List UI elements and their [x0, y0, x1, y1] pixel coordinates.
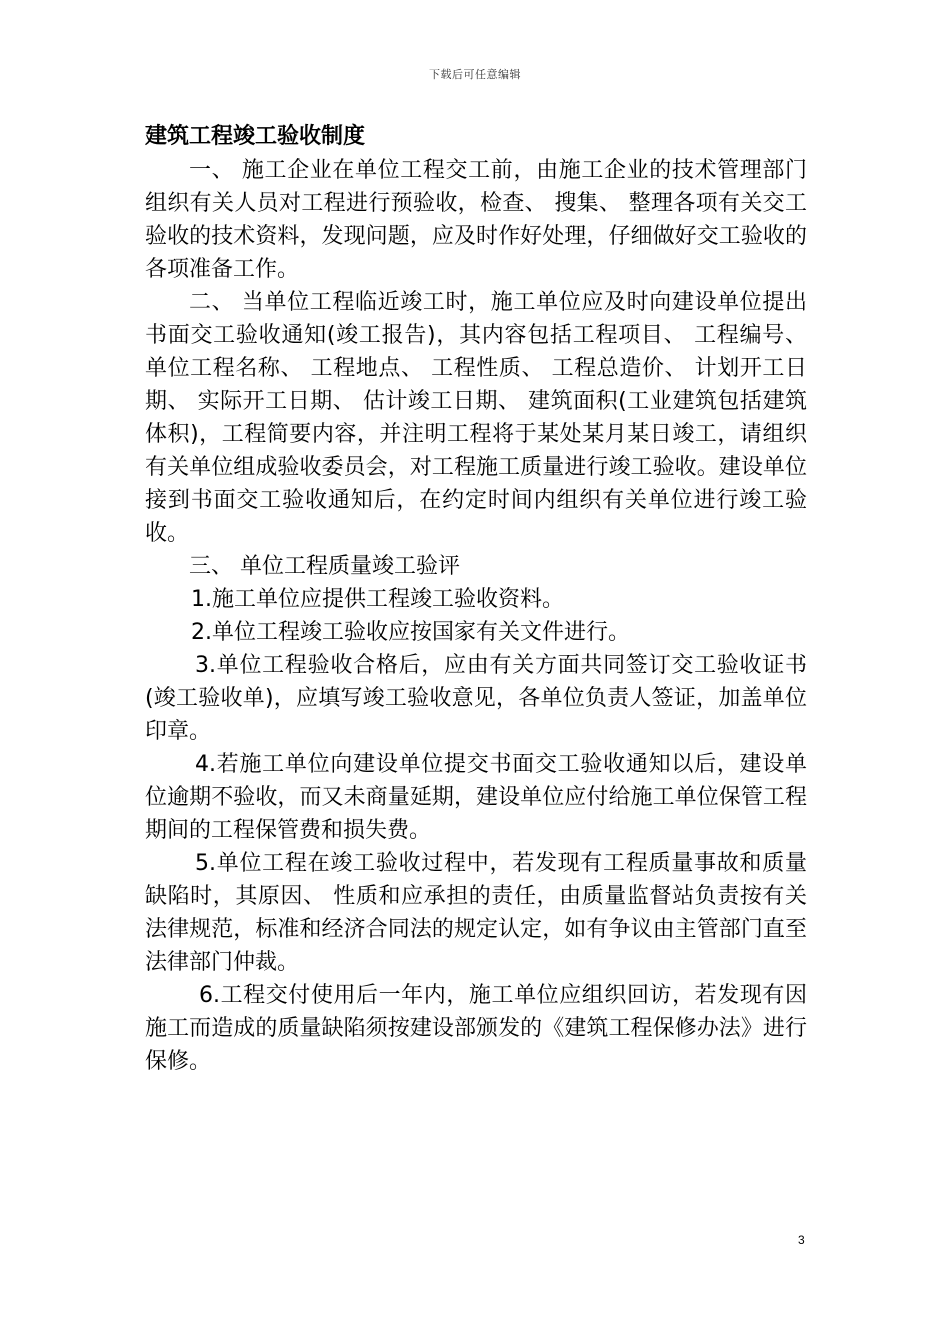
page-number: 3: [798, 1233, 805, 1247]
document-body: [145, 120, 807, 1078]
document-title: 建筑工程竣工验收制度: [145, 124, 366, 149]
paragraph-1: 一、 施工企业在单位工程交工前，由施工企业的技术管理部门组织有关人员对工程进行预验收，检查、 搜集、 整理各项有关交工验收的技术资料，发现问题，应及时作好处理，仔细做好交工验收的各项准备工作。: [145, 158, 807, 282]
list-item-4: 4.若施工单位向建设单位提交书面交工验收通知以后，建设单位逾期不验收，而又未商量延期，建设单位应付给施工单位保管工程期间的工程保管费和损失费。: [145, 752, 807, 843]
list-item-3: 3.单位工程验收合格后，应由有关方面共同签订交工验收证书(竣工验收单)，应填写竣工验收意见，各单位负责人签证，加盖单位印章。: [145, 653, 807, 744]
header-note: 下载后可任意编辑: [429, 68, 521, 81]
list-item-2: 2.单位工程竣工验收应按国家有关文件进行。: [191, 620, 630, 645]
paragraph-2: 二、 当单位工程临近竣工时，施工单位应及时向建设单位提出书面交工验收通知(竣工报告)，其内容包括工程项目、 工程编号、 单位工程名称、 工程地点、 工程性质、 工程总造价、 计划开工日期、 实际开工日期、 估计竣工日期、 建筑面积(工业建筑包括建筑体积)，工程简要内容，并注明工程将于某处某月某日竣工，请组织有关单位组成验收委员会，对工程施工质量进行竣工验收。建设单位接到书面交工验收通知后，在约定时间内组织有关单位进行竣工验收。: [145, 290, 807, 546]
list-item-1: 1.施工单位应提供工程竣工验收资料。: [191, 587, 564, 612]
paragraph-3: 三、 单位工程质量竣工验评: [189, 554, 460, 579]
list-item-5: 5.单位工程在竣工验收过程中，若发现有工程质量事故和质量缺陷时，其原因、 性质和应承担的责任，由质量监督站负责按有关法律规范，标准和经济合同法的规定认定，如有争议由主管部门直至法律部门仲裁。: [145, 851, 807, 975]
list-item-6: 6.工程交付使用后一年内，施工单位应组织回访，若发现有因施工而造成的质量缺陷须按建设部颁发的《建筑工程保修办法》进行保修。: [145, 983, 807, 1074]
